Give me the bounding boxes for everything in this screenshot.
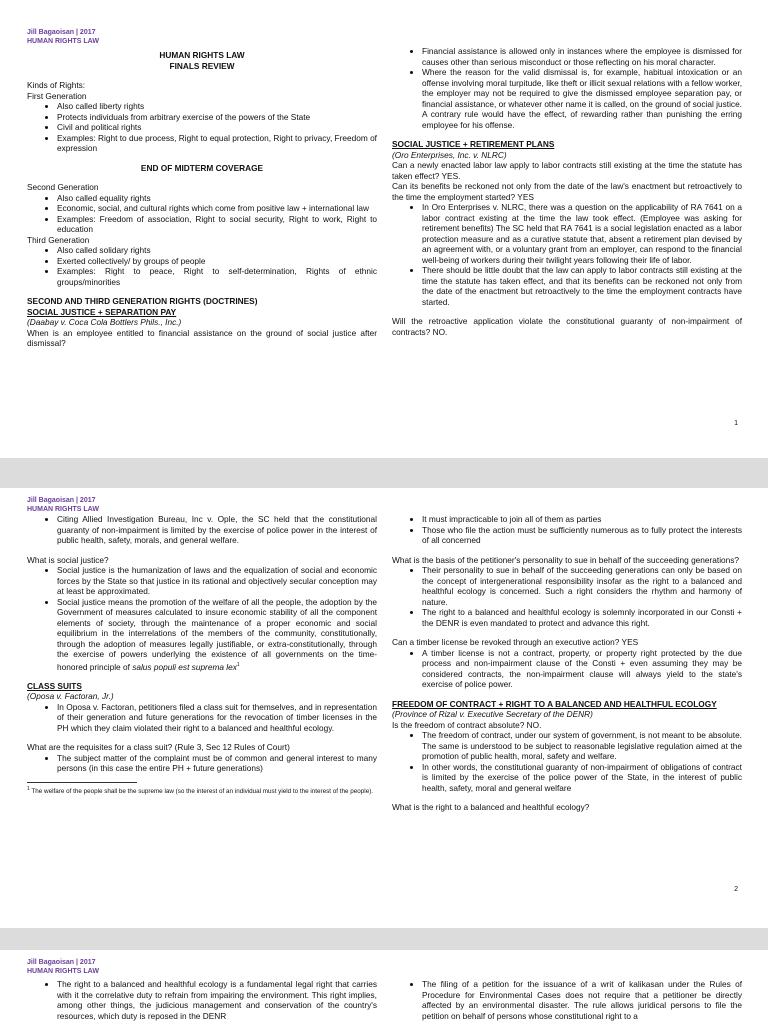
- question-text: What is the basis of the petitioner's personality to sue in behalf of the succeeding generations?: [392, 554, 740, 565]
- list-item: • There should be little doubt that the law can apply to labor contracts still existing at the time the statute has taken effect, and that its benefits can be reckoned not only from the date of the enactment but retroactively to the time the employment contracts have started.: [422, 265, 742, 307]
- case-citation: (Oposa v. Factoran, Jr.): [27, 691, 114, 702]
- bullet-list: [27, 702, 377, 734]
- page-number: 2: [734, 886, 738, 893]
- footnote-divider: [27, 782, 137, 783]
- third-gen-heading: Third Generation: [27, 234, 90, 245]
- second-gen-heading: Second Generation: [27, 182, 99, 192]
- footnote: [27, 785, 377, 796]
- section-heading: CLASS SUITS: [27, 680, 82, 691]
- list-item: • Citing Allied Investigation Bureau, Inc v. Ople, the SC held that the constitutional guaranty of non-impairment is limited by the exercise of police power in the interest of public health, safety, morals, and general welfare.: [57, 514, 377, 546]
- list-item: • The right to a balanced and healthful ecology is solemnly incorporated in our Consti + the DENR is even mandated to protect and advance this right.: [422, 607, 742, 628]
- right-column: [392, 514, 742, 813]
- first-gen-heading: First Generation: [27, 90, 87, 101]
- footnote-number: 1: [27, 785, 30, 792]
- list-item: • The subject matter of the complaint must be of common and general interest to many persons (in this case the entire PH + future generations): [57, 753, 377, 774]
- bullet-list: [27, 514, 377, 546]
- question-text: When is an employee entitled to financial assistance on the ground of social justice after dismissal?: [27, 327, 377, 348]
- page-header: [27, 958, 99, 976]
- question-text: Will the retroactive application violate the constitutional guaranty of non-impairment of contracts? NO.: [392, 316, 742, 337]
- list-item: • Examples: Freedom of association, Right to social security, Right to work, Right to education: [57, 214, 377, 235]
- bullet-list: [27, 979, 377, 1021]
- case-citation: (Province of Rizal v. Executive Secretary of the DENR): [392, 709, 593, 719]
- bullet-list: [392, 202, 742, 307]
- list-item: • Also called liberty rights: [57, 101, 377, 112]
- document-page-2: [0, 488, 768, 928]
- author-line: Jill Bagaoisan | 2017: [27, 497, 96, 504]
- left-column: [27, 50, 377, 349]
- bullet-list: [27, 565, 377, 672]
- list-item-text: Social justice means the promotion of the welfare of all the people, the adoption by the Government of measures calculated to insure economic stability of all the component elements of society, through the maintenance of a proper economic and social equilibrium in the interrelations of the members of the community, constitutionally, through the adoption of measures legally justifiable, or extra-constitutionally, through the exercise of powers underlying the existence of all governments on the time-honored principle of: [57, 596, 377, 672]
- question-text: What are the requisites for a class suit? (Rule 3, Sec 12 Rules of Court): [27, 742, 290, 753]
- kinds-heading: Kinds of Rights:: [27, 80, 86, 90]
- question-text: What is the right to a balanced and healthful ecology?: [392, 802, 590, 812]
- list-item: • Also called equality rights: [57, 193, 377, 204]
- section-heading: SOCIAL JUSTICE + RETIREMENT PLANS: [392, 139, 555, 149]
- list-item: • The filing of a petition for the issuance of a writ of kalikasan under the Rules of Procedure for Environmental Cases does not require that a petitioner be directly affected by an environmental disaster. The rule allows juridical persons to file the petition on behalf of persons whose constitutional right to a: [422, 979, 742, 1021]
- list-item: • The right to a balanced and healthful ecology is a fundamental legal right that carries with it the correlative duty to refrain from impairing the environment. This right implies, among other things, the judicious management and conservation of the country's resources, which duty is reposed in the DENR: [57, 979, 377, 1021]
- case-citation: (Oro Enterprises, Inc. v. NLRC): [392, 149, 507, 160]
- list-item: • Examples: Right to due process, Right to equal protection, Right to privacy, Freedom of expression: [57, 133, 377, 154]
- page-number: 1: [734, 420, 738, 427]
- section-heading: FREEDOM OF CONTRACT + RIGHT TO A BALANCED AND HEALTHFUL ECOLOGY: [392, 698, 717, 709]
- page-header: [27, 496, 99, 514]
- course-line: HUMAN RIGHTS LAW: [27, 968, 99, 975]
- bullet-list: [392, 514, 742, 546]
- list-item: • Examples: Right to peace, Right to self-determination, Rights of ethnic groups/minorities: [57, 266, 377, 287]
- bullet-list: [392, 46, 742, 130]
- latin-phrase: salus populi est suprema lex: [132, 661, 237, 672]
- list-item: • Also called solidary rights: [57, 245, 377, 256]
- doc-subtitle: FINALS REVIEW: [169, 60, 235, 71]
- list-item: • It must impracticable to join all of them as parties: [422, 514, 742, 525]
- list-item: • Economic, social, and cultural rights which come from positive law + international law: [57, 203, 377, 214]
- bullet-list: [392, 730, 742, 793]
- list-item: • In Oposa v. Factoran, petitioners filed a class suit for themselves, and in representation of their generation and future generations for the revocation of timber licenses in the PH which they claim violated their right to a balanced and healthful ecology.: [57, 702, 377, 734]
- right-column: [392, 46, 742, 337]
- bullet-list: [27, 753, 377, 774]
- second-gen-list: [27, 193, 377, 235]
- case-citation: (Daabay v. Coca Cola Bottlers Phils., Inc.): [27, 317, 182, 327]
- list-item: • Those who file the action must be sufficiently numerous as to fully protect the interests of all concerned: [422, 525, 742, 546]
- right-column: [392, 979, 742, 1021]
- list-item: • Protects individuals from arbitrary exercise of the powers of the State: [57, 112, 377, 123]
- question-text: Is the freedom of contract absolute? NO.: [392, 719, 542, 730]
- footnote-text: The welfare of the people shall be the supreme law (so the interest of an individual must yield to the interest of the people).: [31, 787, 374, 795]
- end-midterm-heading: END OF MIDTERM COVERAGE: [140, 162, 264, 173]
- question-text: What is social justice?: [27, 554, 109, 565]
- section-heading: SOCIAL JUSTICE + SEPARATION PAY: [27, 306, 177, 317]
- list-item: • Social justice is the humanization of laws and the equalization of social and economic forces by the State so that justice in its rational and objectively secular conception may at least be approximated.: [57, 565, 377, 597]
- list-item: [57, 597, 377, 672]
- list-item: • Their personality to sue in behalf of the succeeding generations can only be based on the concept of intergenerational responsibility insofar as the right to a balanced and healthful ecology is concerned. Such a right considers the rhythm and harmony of nature.: [422, 565, 742, 607]
- list-item: • A timber license is not a contract, property, or property right protected by the due process and non-impairment clause of the Consti + even assuming they may be considered contracts, the non-impairment clause will always yield to the state's exercise of police power.: [422, 648, 742, 690]
- author-line: Jill Bagaoisan | 2017: [27, 959, 96, 966]
- course-line: HUMAN RIGHTS LAW: [27, 506, 99, 513]
- footnote-ref: 1: [236, 661, 240, 668]
- question-text: Can its benefits be reckoned not only from the date of the law's enactment but retroactively to the time the employment started? YES: [392, 181, 742, 202]
- bullet-list: [392, 565, 742, 628]
- left-column: [27, 979, 377, 1021]
- doc-title: HUMAN RIGHTS LAW: [159, 50, 245, 60]
- list-item: • In Oro Enterprises v. NLRC, there was a question on the applicability of RA 7641 on a labor contract existing at the time the law took effect. (Employee was asking for retirement benefits) The SC held that RA 7641 is a social legislation enacted as a labor protection measure and as a curative statute that, absent a retirement plan devised by an agreement with, or a voluntary grant from an employer, can respond to the financial well-being of workers during their twilight years following their life of labor.: [422, 202, 742, 265]
- left-column: [27, 514, 377, 796]
- page-header: [27, 28, 99, 46]
- list-item: • Civil and political rights: [57, 122, 377, 133]
- doctrines-heading: SECOND AND THIRD GENERATION RIGHTS (DOCTRINES): [27, 296, 258, 306]
- document-page-3: [0, 950, 768, 1024]
- first-gen-list: [27, 101, 377, 154]
- list-item: • In other words, the constitutional guaranty of non-impairment of obligations of contract is limited by the exercise of the police power of the State, in the interest of public health, safety, moral and general welfare: [422, 762, 742, 794]
- list-item: • Where the reason for the valid dismissal is, for example, habitual intoxication or an offense involving moral turpitude, like theft or illicit sexual relations with a fellow worker, the employer may not be required to give the dismissed employee separation pay, or financial assistance, or whatever other name it is called, on the ground of social justice. A contrary rule would have the effect, of rewarding rather than punishing the erring employee for his offense.: [422, 67, 742, 130]
- list-item: • Exerted collectively/ by groups of people: [57, 256, 377, 267]
- question-text: Can a newly enacted labor law apply to labor contracts still existing at the time the statute has taken effect? YES.: [392, 160, 742, 181]
- question-text: Can a timber license be revoked through an executive action? YES: [392, 637, 639, 647]
- third-gen-list: [27, 245, 377, 287]
- bullet-list: [392, 979, 742, 1021]
- bullet-list: [392, 648, 742, 690]
- list-item: • Financial assistance is allowed only in instances where the employee is dismissed for causes other than serious misconduct or those reflecting on his moral character.: [422, 46, 742, 67]
- author-line: Jill Bagaoisan | 2017: [27, 29, 96, 36]
- list-item: • The freedom of contract, under our system of government, is not meant to be absolute. The same is understood to be subject to reasonable legislative regulation aimed at the promotion of public health, moral, safety and welfare.: [422, 730, 742, 762]
- document-page-1: [0, 0, 768, 458]
- course-line: HUMAN RIGHTS LAW: [27, 38, 99, 45]
